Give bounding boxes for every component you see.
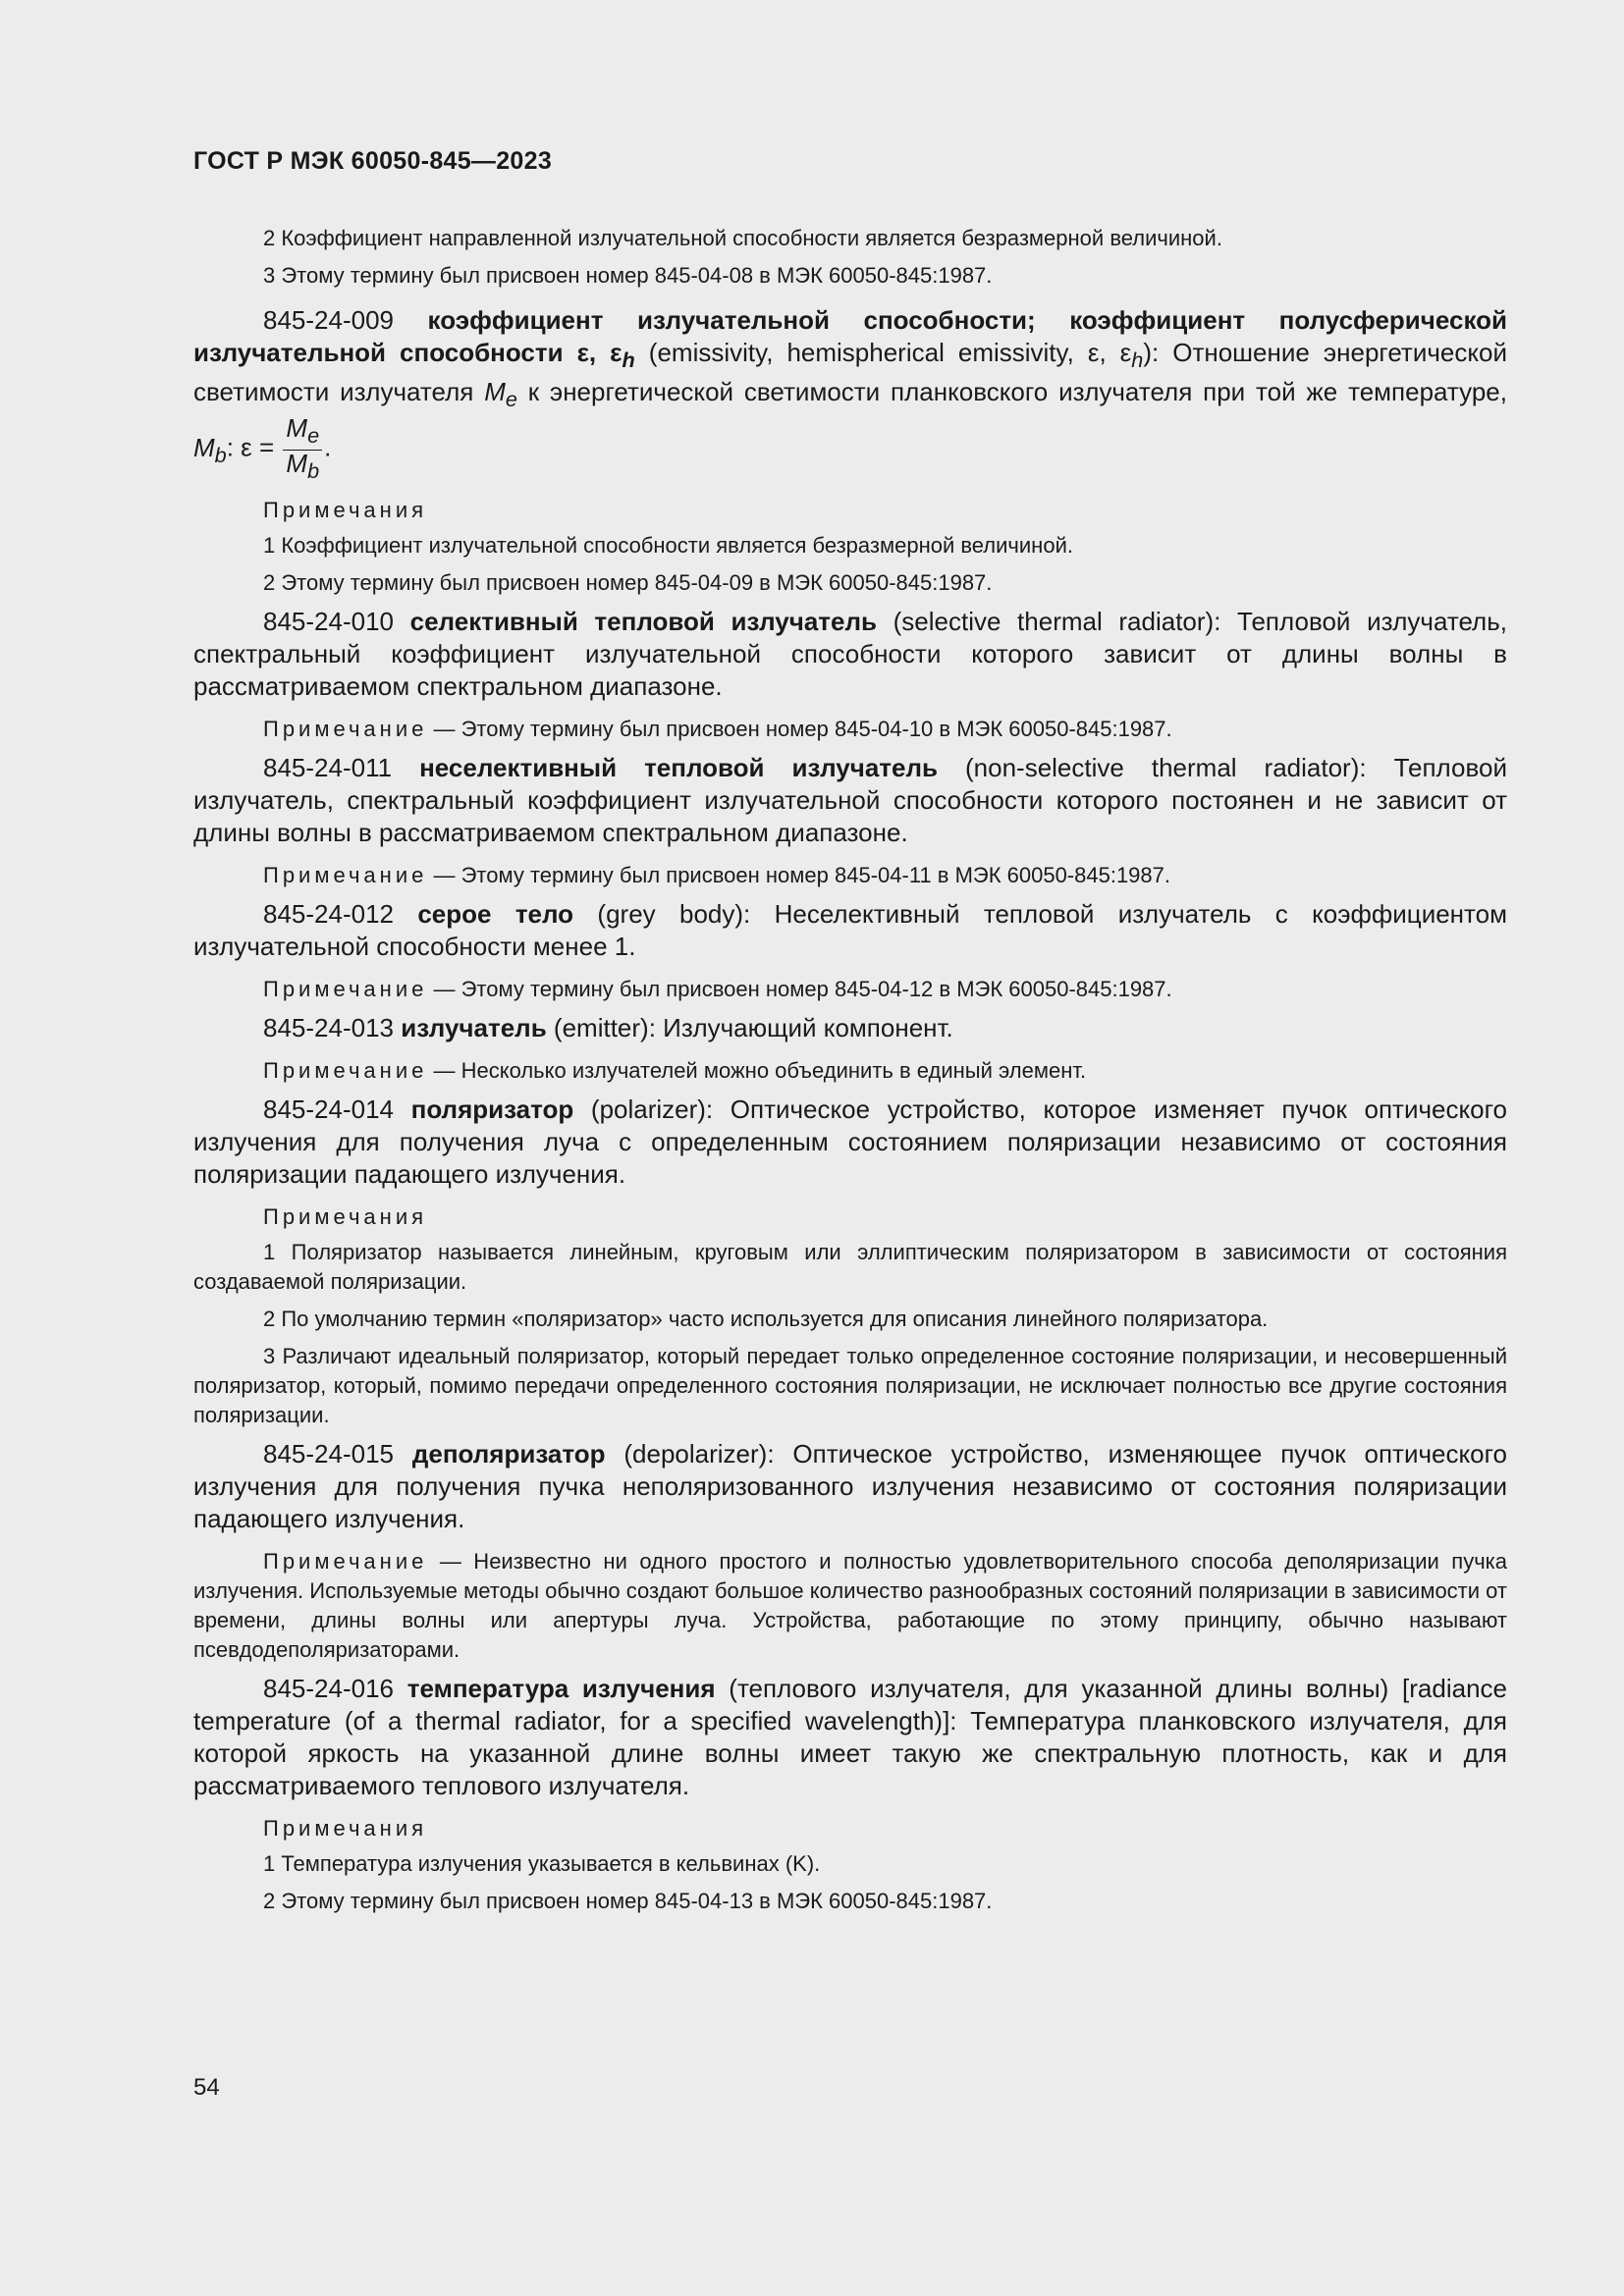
- note-label: Примечание: [263, 716, 428, 741]
- note-line: 1 Поляризатор называется линейным, круговым или эллиптическим поляризатором в зависимости от состояния создаваемой поляризации.: [193, 1239, 1507, 1294]
- term-definition: (depolarizer): Оптическое устройство, изменяющее пучок оптического излучения для получения пучка неполяризованного излучения независимо от состояния поляризации падающего излучения.: [193, 1438, 1507, 1533]
- note-line: 3 Различают идеальный поляризатор, который передает только определенное состояние поляризации, и несовершенный поляризатор, который, помимо передачи определенного состояния поляризации, не исключает полностью все другие состояния поляризации.: [193, 1343, 1507, 1427]
- term-definition: (emitter): Излучающий компонент.: [553, 1012, 953, 1042]
- note-label: Примечание: [263, 1057, 428, 1083]
- term-entry-015: [193, 1438, 1507, 1535]
- note-line: 2 По умолчанию термин «поляризатор» часто используется для описания линейного поляризатора.: [263, 1306, 1269, 1331]
- note-label: Примечание: [263, 862, 428, 887]
- note-line: 2 Этому термину был присвоен номер 845-04-13 в МЭК 60050-845:1987.: [263, 1888, 993, 1913]
- note-line: 3 Этому термину был присвоен номер 845-04-08 в МЭК 60050-845:1987.: [263, 263, 993, 288]
- page-number: 54: [193, 2074, 220, 2101]
- term-name: деполяризатор: [411, 1438, 606, 1468]
- note-label: Примечание: [263, 976, 428, 1001]
- note-line: 2 Этому термину был присвоен номер 845-04-09 в МЭК 60050-845:1987.: [263, 569, 993, 595]
- term-name: серое тело: [417, 898, 574, 929]
- note-line: 2 Коэффициент направленной излучательной способности является безразмерной величиной.: [263, 226, 1222, 250]
- term-number: 845-24-011: [263, 752, 393, 782]
- term-definition: (non-selective thermal radiator): Тепловой излучатель, спектральный коэффициент излучательной способности которого постоянен и не зависит от длины волны в рассматриваемом спектральном диапазоне.: [193, 752, 1507, 847]
- term-entry-014: [193, 1094, 1507, 1191]
- term-number: 845-24-012: [263, 898, 394, 929]
- term-definition: (selective thermal radiator): Тепловой излучатель, спектральный коэффициент излучательной способности которого зависит от длины волны в рассматриваемом спектральном диапазоне.: [193, 606, 1507, 701]
- term-name: селективный тепловой излучатель: [409, 606, 877, 636]
- term-number: 845-24-013: [263, 1012, 394, 1042]
- term-number: 845-24-010: [263, 606, 394, 636]
- term-entry-012: [193, 898, 1507, 963]
- term-name: поляризатор: [410, 1094, 574, 1124]
- notes-heading: Примечания: [263, 1203, 428, 1229]
- term-definition: (теплового излучателя, для указанной длины волны) [radiance temperature (of a thermal radiator, for a specified wavelength)]: Температура планковского излучателя, для которой яркость на указанной длине волны имеет такую же спектральную плотность, как и для рассматриваемого теплового излучателя.: [193, 1673, 1507, 1800]
- term-name: коэффициент излучательной способности; коэффициент полусферической излучательной способности: [193, 305, 1507, 367]
- term-name: температура излучения: [406, 1673, 716, 1703]
- term-definition: (polarizer): Оптическое устройство, которое изменяет пучок оптического излучения для получения луча с определенным состоянием поляризации независимо от состояния поляризации падающего излучения.: [193, 1094, 1507, 1189]
- term-entry-016: [193, 1673, 1507, 1802]
- note-line: 1 Коэффициент излучательной способности является безразмерной величиной.: [263, 532, 1073, 558]
- term-number: 845-24-014: [263, 1094, 394, 1124]
- symbol-m: $M_e$: [484, 377, 517, 412]
- document-header: ГОСТ Р МЭК 60050-845—2023: [193, 147, 553, 175]
- note-line: Примечание — Этому термину был присвоен номер 845-04-12 в МЭК 60050-845:1987.: [263, 976, 1172, 1001]
- term-entry-013: [193, 1012, 1507, 1044]
- note-label: Примечание: [263, 1548, 428, 1574]
- term-entry-009: 845-24-009 коэффициент излучательной способности; коэффициент полусферической излучательной способности ε, $\varepsilon_h$ (emissivity, hemispherical emissivity, ε, $\varepsilon_h$): Отношение энергетической светимости излучателя $M_e$ к энергетической светимости планковского излучателя при той же температуре, $M_b$: ε = $\frac{M_e}{M_b}$ .: [193, 305, 1507, 483]
- term-number: 845-24-016: [263, 1673, 394, 1703]
- term-name: неселективный тепловой излучатель: [419, 752, 938, 782]
- term-entry-010: [193, 606, 1507, 703]
- note-line: 1 Температура излучения указывается в кельвинах (K).: [263, 1850, 821, 1876]
- term-name: излучатель: [401, 1012, 547, 1042]
- note-line: Примечание — Этому термину был присвоен номер 845-04-10 в МЭК 60050-845:1987.: [263, 716, 1172, 741]
- term-english: (emissivity, hemispherical emissivity, ε, $\varepsilon_h$: [648, 338, 1144, 373]
- note-line: Примечание — Этому термину был присвоен номер 845-04-11 в МЭК 60050-845:1987.: [263, 862, 1171, 887]
- term-definition-cont: к энергетической светимости планковского излучателя при той же температуре,: [527, 377, 1507, 407]
- term-definition: (grey body): Неселективный тепловой излучатель с коэффициентом излучательной способности менее 1.: [193, 898, 1507, 961]
- document-body: [193, 224, 1507, 1924]
- term-number: 845-24-015: [263, 1438, 394, 1468]
- term-number: 845-24-009: [263, 305, 394, 335]
- term-symbol: ε, $\varepsilon_h$: [576, 338, 635, 373]
- formula-fraction: $\frac{M_e}{M_b}$: [283, 415, 322, 483]
- term-entry-011: [193, 752, 1507, 849]
- term-definition: ): Отношение энергетической светимости излучателя: [193, 338, 1507, 407]
- symbol-mb: $M_b$: [193, 432, 227, 468]
- notes-heading: Примечания: [263, 497, 428, 522]
- note-line: Примечание — Несколько излучателей можно объединить в единый элемент.: [263, 1057, 1087, 1083]
- note-line: Примечание — Неизвестно ни одного простого и полностью удовлетворительного способа деполяризации пучка излучения. Используемые методы обычно создают большое количество разнообразных состояний поляризации в зависимости от времени, длины волны или апертуры луча. Устройства, работающие по этому принципу, обычно называют псевдодеполяризаторами.: [193, 1548, 1507, 1662]
- notes-heading: Примечания: [263, 1815, 428, 1841]
